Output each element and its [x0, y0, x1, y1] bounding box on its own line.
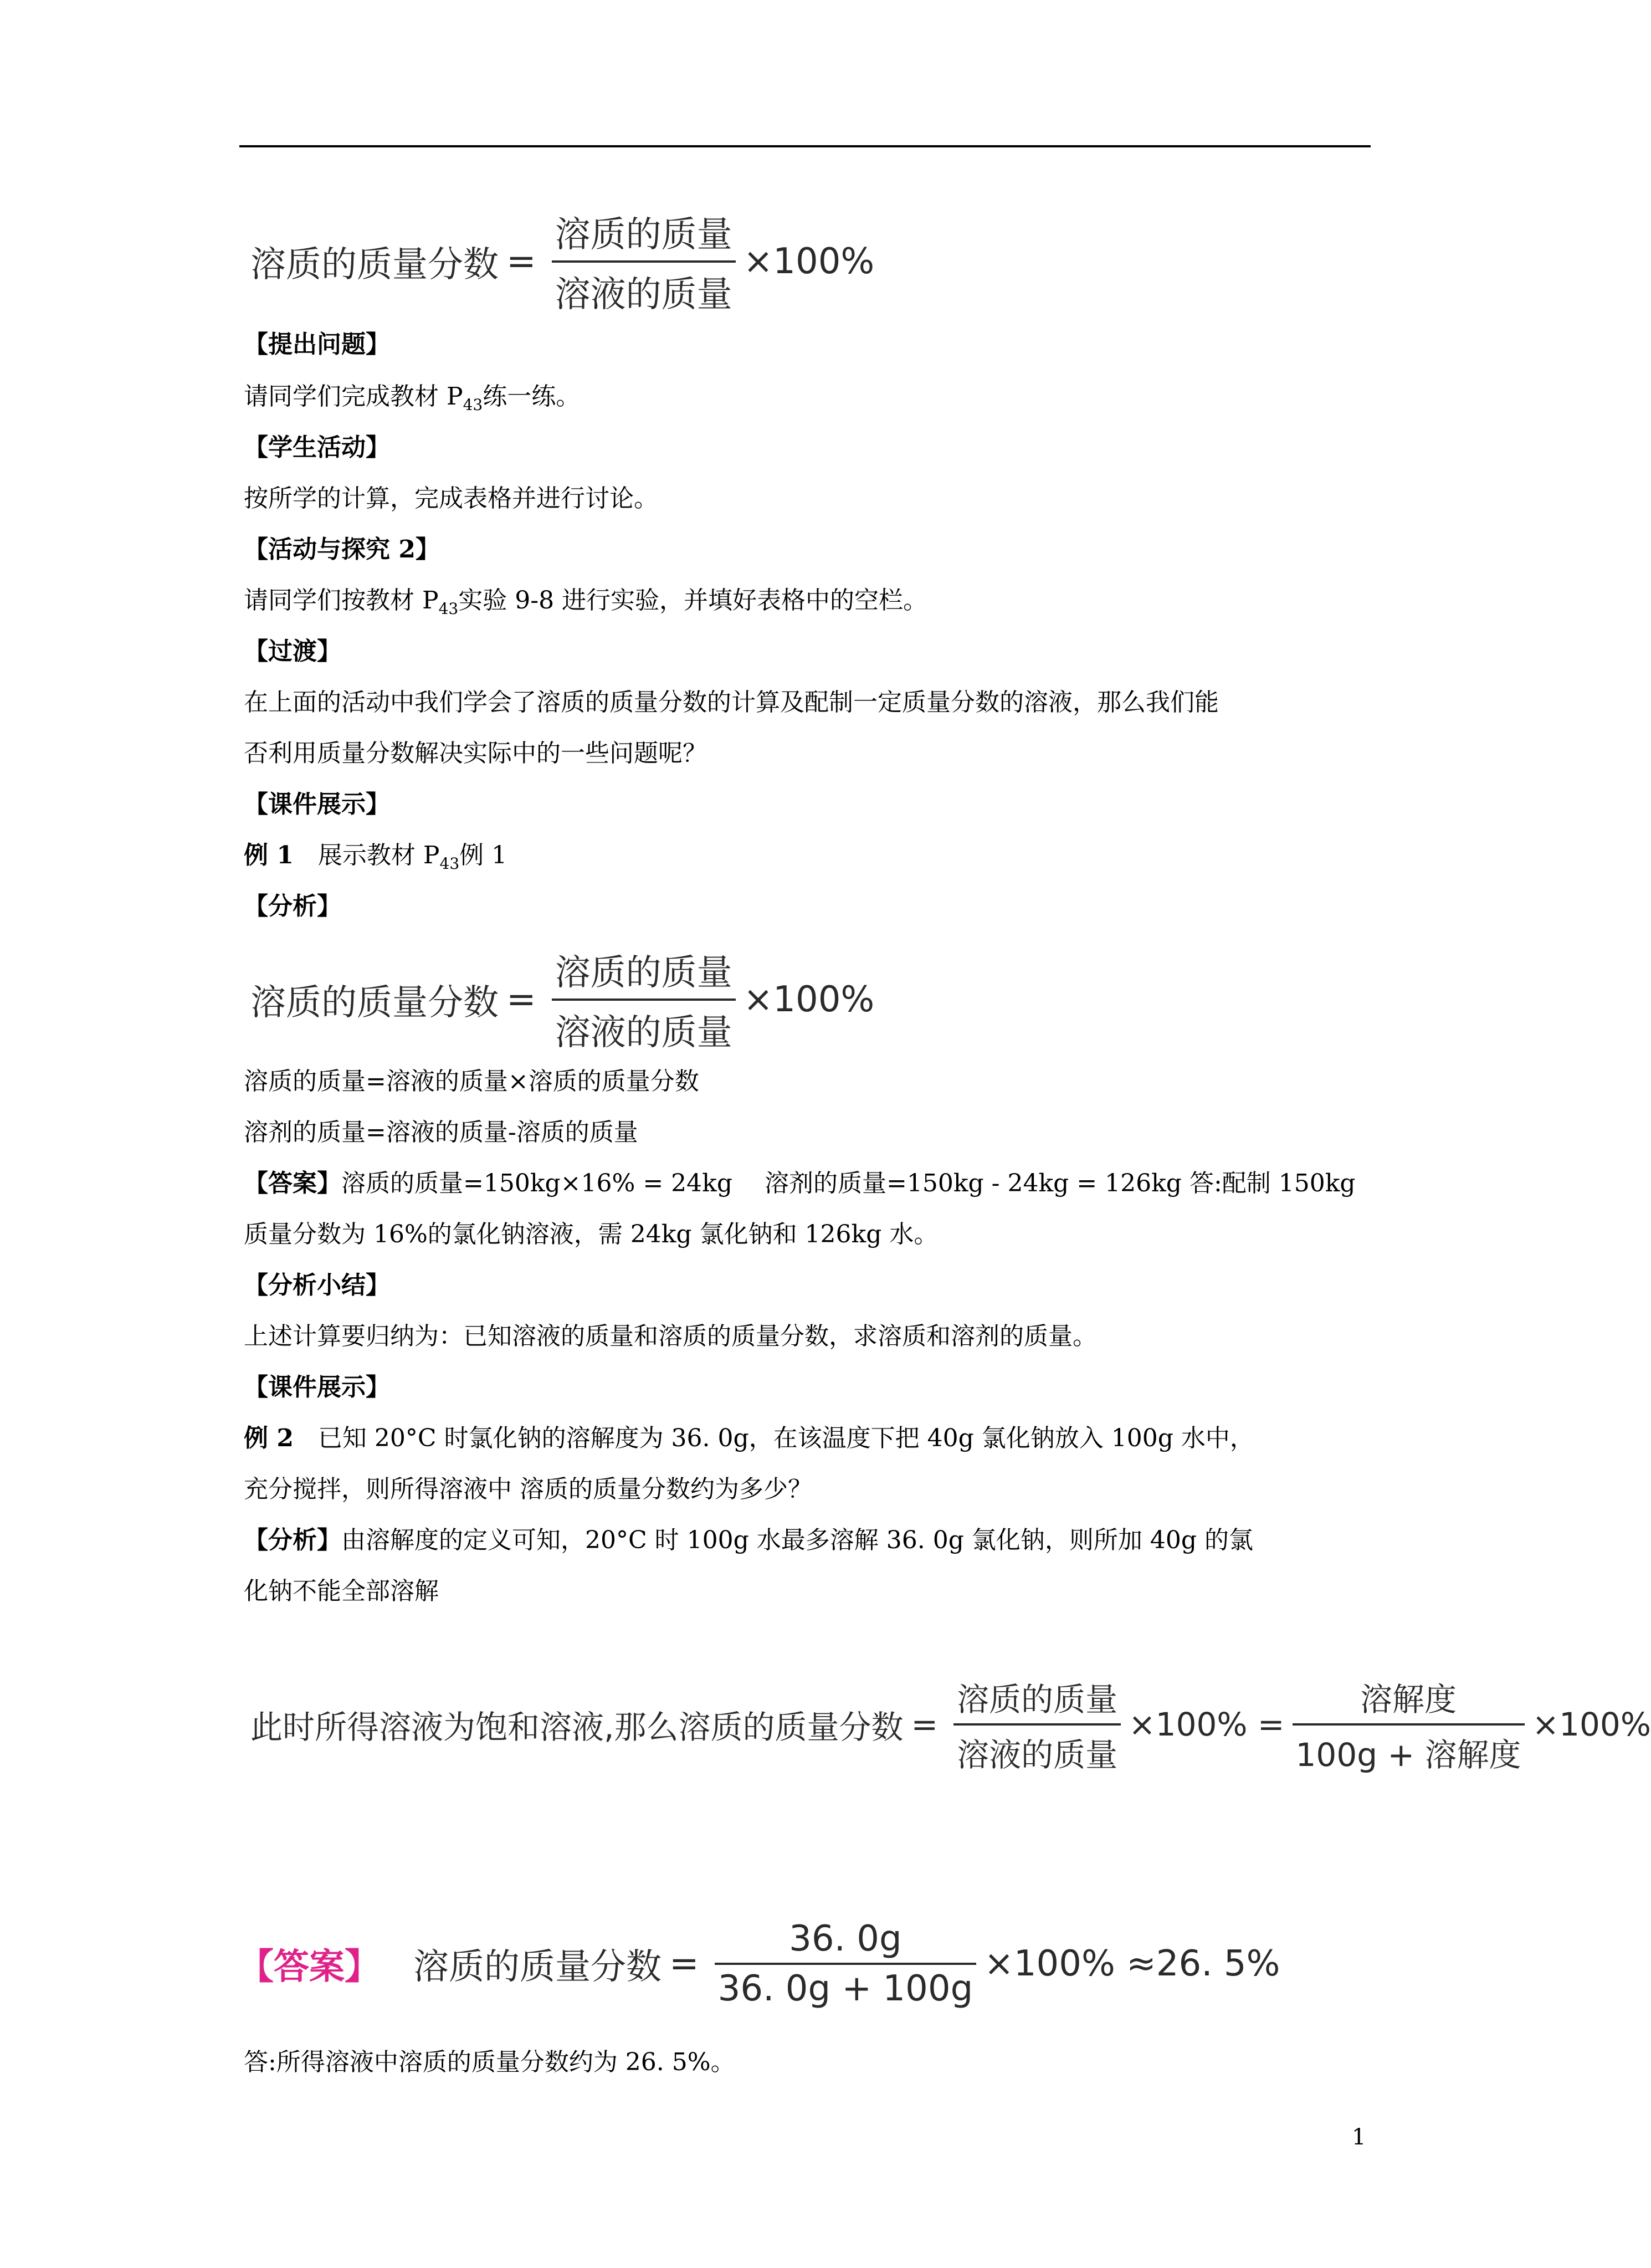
formula-fraction — [715, 1918, 977, 2009]
formula-numerator: 36. 0g — [789, 1918, 902, 1959]
final-answer: 答:所得溶液中溶质的质量分数约为 26. 5%。 — [244, 2048, 735, 2076]
paragraph-activity-explore — [244, 584, 927, 617]
answer-tag: 【答案】 — [238, 1947, 380, 1988]
formula-mass-fraction-1 — [250, 206, 874, 317]
formula-times: ×100% — [743, 979, 875, 1020]
formula-denominator: 36. 0g + 100g — [715, 1963, 977, 2009]
answer-1-line-2: 质量分数为 16%的氯化钠溶液，需 24kg 氯化钠和 126kg 水。 — [244, 1220, 939, 1248]
formula-lhs: 溶质的质量分数 — [250, 244, 499, 285]
text: 溶质的质量=150kg×16% = 24kg 溶剂的质量=150kg - 24kg = 126kg 答:配制 150kg — [341, 1169, 1356, 1197]
formula-equals: = — [669, 1943, 699, 1984]
formula-fraction — [552, 206, 736, 317]
heading-raise-question: 【提出问题】 — [244, 330, 390, 359]
formula-answer — [238, 1918, 1280, 2009]
text: 已知 20°C 时氯化钠的溶解度为 36. 0g，在该温度下把 40g 氯化钠放入 100g 水中， — [293, 1424, 1254, 1452]
formula-times: ×100% — [1532, 1706, 1651, 1743]
formula-denominator: 100g + 溶解度 — [1293, 1723, 1525, 1775]
header-rule — [239, 145, 1371, 147]
heading-student-activity: 【学生活动】 — [244, 433, 390, 462]
example-1 — [244, 839, 507, 872]
heading-activity-explore: 【活动与探究 2】 — [244, 535, 440, 564]
example-2-line-2: 充分搅拌，则所得溶液中 溶质的质量分数约为多少？ — [244, 1475, 812, 1503]
example-label: 例 2 — [244, 1424, 294, 1452]
formula-denominator: 溶液的质量 — [552, 999, 736, 1055]
heading-courseware-2: 【课件展示】 — [244, 1373, 390, 1401]
formula-numerator: 溶质的质量 — [957, 1681, 1118, 1718]
text: 请同学们完成教材 P — [244, 382, 463, 411]
analysis-tag: 【分析】 — [244, 1526, 341, 1554]
subscript: 43 — [438, 600, 459, 618]
page-number: 1 — [1352, 2124, 1366, 2150]
formula-equals: = — [911, 1706, 939, 1743]
text: 练一练。 — [483, 382, 581, 411]
paragraph-transition-1: 在上面的活动中我们学会了溶质的质量分数的计算及配制一定质量分数的溶液，那么我们能 — [244, 688, 1219, 716]
analysis-2-line-1 — [244, 1524, 1253, 1557]
formula-mass-fraction-2 — [250, 944, 874, 1055]
answer-1-line-1 — [244, 1167, 1356, 1200]
formula-lhs: 溶质的质量分数 — [413, 1947, 662, 1988]
text: 由溶解度的定义可知，20°C 时 100g 水最多溶解 36. 0g 氯化钠，则所加 40g 的氯 — [341, 1526, 1253, 1554]
calc-solute-mass: 溶质的质量=溶液的质量×溶质的质量分数 — [244, 1067, 699, 1095]
example-label: 例 1 — [244, 841, 294, 869]
formula-numerator: 溶解度 — [1360, 1681, 1457, 1718]
heading-analysis-1: 【分析】 — [244, 892, 341, 920]
formula-lhs: 溶质的质量分数 — [250, 982, 499, 1023]
subscript: 43 — [439, 854, 460, 873]
formula-numerator: 溶质的质量 — [555, 214, 732, 255]
text: 展示教材 P — [293, 841, 440, 869]
text: 例 1 — [459, 841, 507, 869]
formula-fraction-1 — [953, 1673, 1121, 1775]
example-2-line-1 — [244, 1422, 1254, 1455]
calc-solvent-mass: 溶剂的质量=溶液的质量-溶质的质量 — [244, 1118, 638, 1146]
paragraph-transition-2: 否利用质量分数解决实际中的一些问题呢？ — [244, 739, 707, 767]
formula-fraction — [552, 944, 736, 1055]
analysis-2-line-2: 化钠不能全部溶解 — [244, 1577, 439, 1605]
paragraph-analysis-summary: 上述计算要归纳为：已知溶液的质量和溶质的质量分数，求溶质和溶剂的质量。 — [244, 1322, 1097, 1350]
heading-courseware-1: 【课件展示】 — [244, 790, 390, 818]
formula-times: ×100% — [743, 241, 875, 282]
paragraph-student-activity: 按所学的计算，完成表格并进行讨论。 — [244, 484, 658, 513]
text: 请同学们按教材 P — [244, 586, 439, 615]
formula-lhs: 此时所得溶液为饱和溶液,那么溶质的质量分数 — [250, 1708, 904, 1746]
formula-fraction-2 — [1293, 1673, 1525, 1775]
heading-analysis-summary: 【分析小结】 — [244, 1271, 390, 1299]
heading-transition: 【过渡】 — [244, 637, 341, 665]
formula-mid: ×100% = — [1129, 1706, 1285, 1743]
formula-equals: = — [506, 979, 536, 1020]
formula-equals: = — [506, 241, 536, 282]
formula-numerator: 溶质的质量 — [555, 953, 732, 994]
paragraph-raise-question — [244, 380, 580, 413]
formula-denominator: 溶液的质量 — [953, 1723, 1121, 1775]
formula-saturated-solution — [250, 1673, 1651, 1775]
answer-tag: 【答案】 — [244, 1169, 341, 1197]
formula-tail: ×100% ≈26. 5% — [984, 1943, 1280, 1984]
subscript: 43 — [463, 396, 483, 414]
formula-denominator: 溶液的质量 — [552, 260, 736, 317]
text: 实验 9-8 进行实验，并填好表格中的空栏。 — [458, 586, 928, 615]
